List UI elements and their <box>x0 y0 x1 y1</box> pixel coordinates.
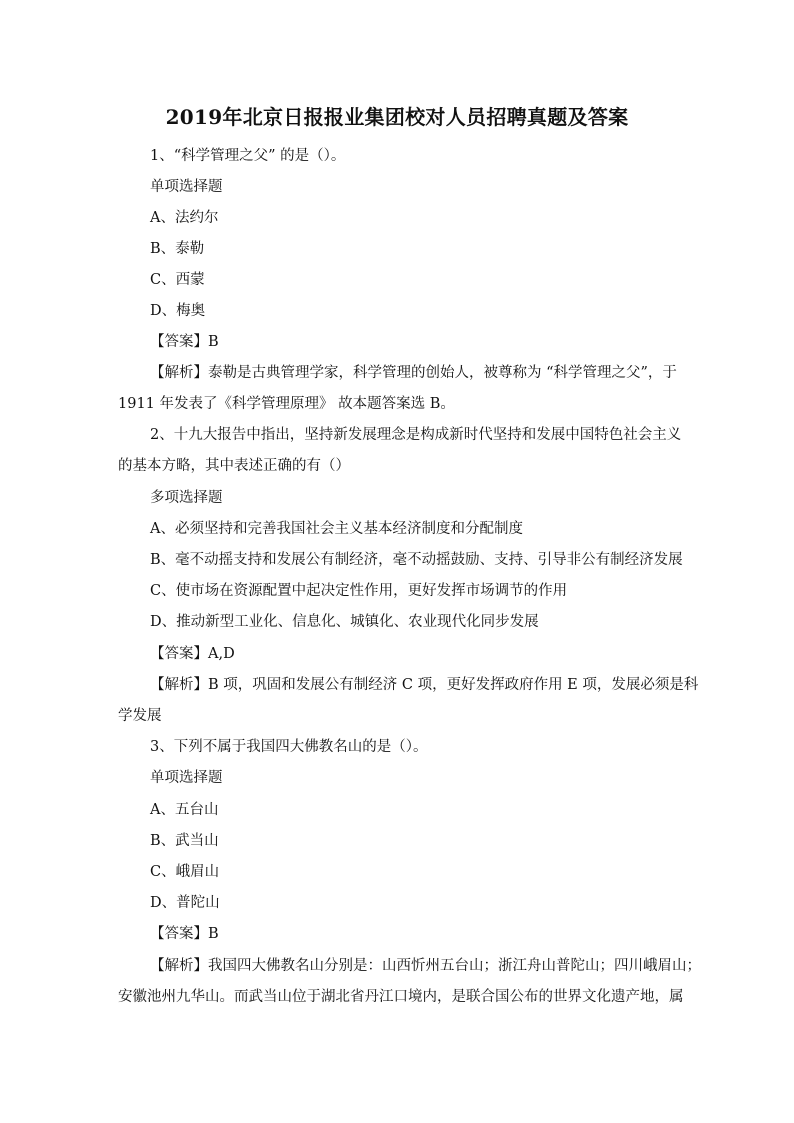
question-2-answer: 【答案】A,D <box>150 646 235 662</box>
question-2-type: 多项选择题 <box>150 490 223 506</box>
question-2-option-d: D、推动新型工业化、信息化、城镇化、农业现代化同步发展 <box>150 614 539 630</box>
question-3-analysis-line-2: 安徽池州九华山。而武当山位于湖北省丹江口境内，是联合国公布的世界文化遗产地，属 <box>118 989 684 1005</box>
question-3-answer: 【答案】B <box>150 926 219 942</box>
question-1-analysis-line-2: 1911 年发表了《科学管理原理》 故本题答案选 B。 <box>118 396 455 412</box>
question-2-stem-line-1: 2、十九大报告中指出，坚持新发展理念是构成新时代坚持和发展中国特色社会主义 <box>150 427 682 443</box>
question-1-type: 单项选择题 <box>150 179 223 195</box>
question-2-analysis-line-2: 学发展 <box>118 708 162 724</box>
question-2-option-c: C、使市场在资源配置中起决定性作用，更好发挥市场调节的作用 <box>150 583 568 599</box>
question-1-option-b: B、泰勒 <box>150 241 205 257</box>
question-1-option-c: C、西蒙 <box>150 272 205 288</box>
question-1-stem: 1、“科学管理之父” 的是（）。 <box>150 148 346 164</box>
question-3-analysis-line-1: 【解析】我国四大佛教名山分别是：山西忻州五台山；浙江舟山普陀山；四川峨眉山； <box>150 958 701 974</box>
question-2-option-a: A、必须坚持和完善我国社会主义基本经济制度和分配制度 <box>150 521 523 537</box>
question-2-option-b: B、毫不动摇支持和发展公有制经济，毫不动摇鼓励、支持、引导非公有制经济发展 <box>150 552 683 568</box>
question-1-option-d: D、梅奥 <box>150 303 206 319</box>
page-title: 2019年北京日报报业集团校对人员招聘真题及答案 <box>165 105 629 129</box>
question-2-stem-line-2: 的基本方略，其中表述正确的有（） <box>118 458 350 474</box>
question-3-option-b: B、武当山 <box>150 833 219 849</box>
question-1-option-a: A、法约尔 <box>150 210 219 226</box>
question-3-stem: 3、下列不属于我国四大佛教名山的是（）。 <box>150 739 428 755</box>
question-1-answer: 【答案】B <box>150 334 219 350</box>
question-3-option-a: A、五台山 <box>150 802 219 818</box>
question-1-analysis-line-1: 【解析】泰勒是古典管理学家，科学管理的创始人，被尊称为 “科学管理之父”，于 <box>150 365 677 381</box>
question-3-option-c: C、峨眉山 <box>150 864 220 880</box>
question-3-option-d: D、普陀山 <box>150 895 220 911</box>
question-3-type: 单项选择题 <box>150 770 223 786</box>
question-2-analysis-line-1: 【解析】B 项，巩固和发展公有制经济 C 项，更好发挥政府作用 E 项，发展必须是科 <box>150 677 699 693</box>
